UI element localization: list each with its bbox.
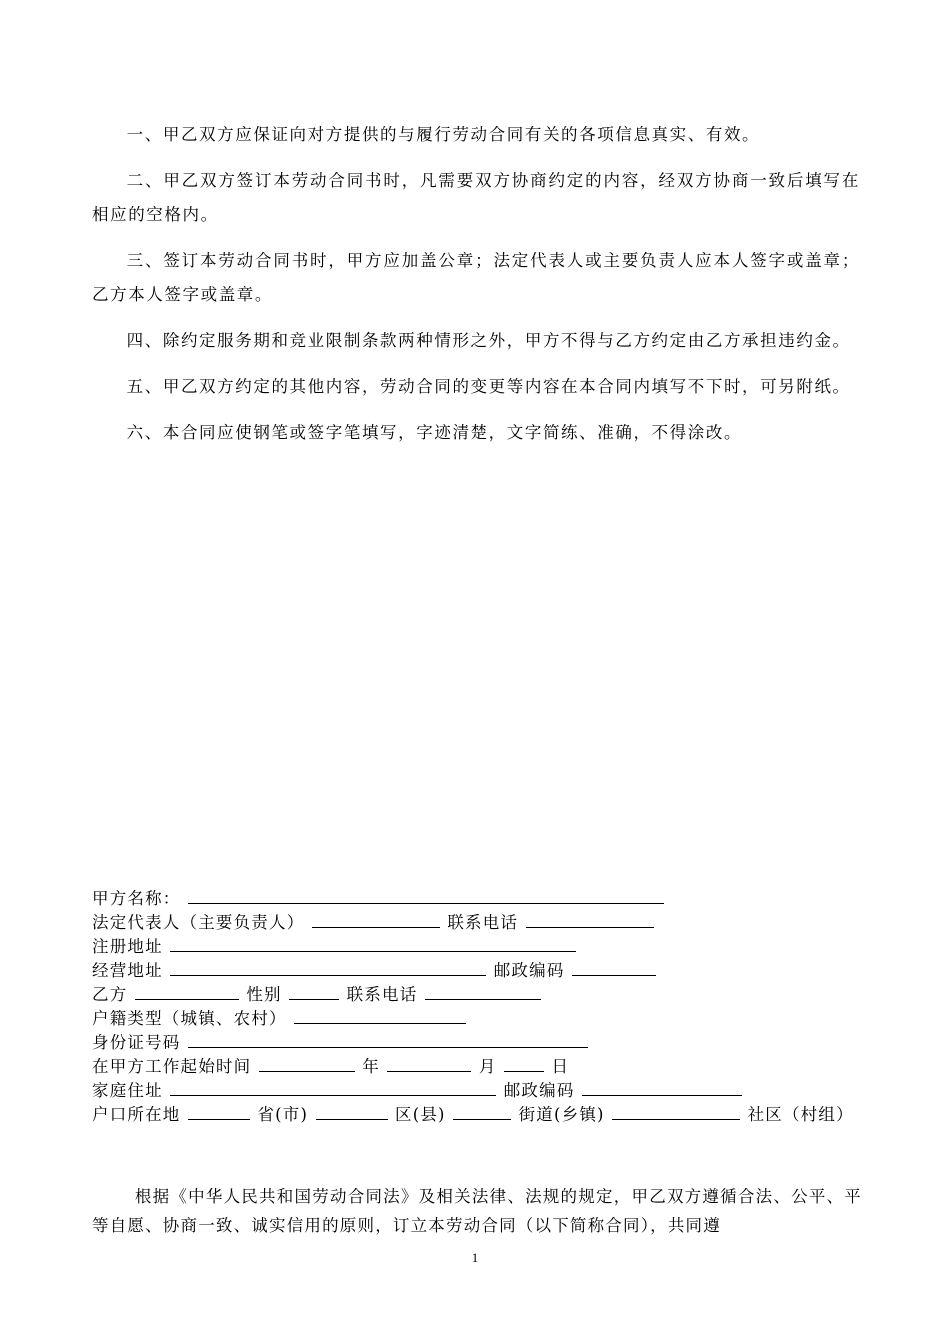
party-b-name-field[interactable] (135, 982, 239, 1000)
home-address-field[interactable] (170, 1078, 496, 1096)
party-a-name-row (92, 886, 862, 910)
reg-address-label: 注册地址 (92, 937, 163, 956)
biz-address-row (92, 958, 862, 982)
party-b-phone-label: 联系电话 (346, 985, 418, 1004)
party-a-name-field[interactable] (188, 886, 664, 904)
instruction-item-2: 二、甲乙双方签订本劳动合同书时，凡需要双方协商约定的内容，经双方协商一致后填写在相应的空格内。 (92, 171, 860, 224)
instruction-item-6: 六、本合同应使钢笔或签字笔填写，字迹清楚，文字简练、准确，不得涂改。 (126, 423, 743, 442)
page-number: 1 (471, 1250, 479, 1265)
province-field[interactable] (188, 1102, 250, 1120)
instruction-item-3: 三、签订本劳动合同书时，甲方应加盖公章；法定代表人或主要负责人应本人签字或盖章；乙方本人签字或盖章。 (92, 251, 860, 304)
legal-rep-label: 法定代表人（主要负责人） (92, 913, 305, 932)
start-time-label: 在甲方工作起始时间 (92, 1057, 252, 1076)
start-time-row (92, 1054, 862, 1078)
legal-rep-row (92, 910, 862, 934)
street-field[interactable] (453, 1102, 511, 1120)
instruction-item-5: 五、甲乙双方约定的其他内容，劳动合同的变更等内容在本合同内填写不下时，可另附纸。 (126, 377, 851, 396)
biz-postcode-label: 邮政编码 (493, 961, 565, 980)
biz-postcode-field[interactable] (572, 958, 656, 976)
home-address-label: 家庭住址 (92, 1081, 163, 1100)
id-number-field[interactable] (188, 1030, 588, 1048)
party-a-name-label: 甲方名称： (92, 889, 181, 908)
home-postcode-field[interactable] (582, 1078, 742, 1096)
province-label: 省(市) (257, 1105, 309, 1124)
hukou-type-label: 户籍类型（城镇、农村） (92, 1009, 287, 1028)
district-label: 区(县) (395, 1105, 446, 1124)
day-label: 日 (551, 1057, 570, 1076)
party-b-phone-field[interactable] (425, 982, 541, 1000)
community-label: 社区（村组） (747, 1105, 854, 1124)
gender-label: 性别 (246, 985, 282, 1004)
hukou-location-row (92, 1102, 862, 1127)
instruction-item-1: 一、甲乙双方应保证向对方提供的与履行劳动合同有关的各项信息真实、有效。 (126, 125, 761, 144)
hukou-type-field[interactable] (294, 1006, 466, 1024)
year-label: 年 (362, 1057, 380, 1076)
contract-preamble: 根据《中华人民共和国劳动合同法》及相关法律、法规的规定，甲乙双方遵循合法、公平、平等自愿、协商一致、诚实信用的原则，订立本劳动合同（以下简称合同），共同遵 (92, 1187, 862, 1235)
hukou-location-label: 户口所在地 (92, 1105, 181, 1124)
instruction-item-4: 四、除约定服务期和竞业限制条款两种情形之外，甲方不得与乙方约定由乙方承担违约金。 (126, 331, 851, 350)
home-address-row (92, 1078, 862, 1102)
district-field[interactable] (316, 1102, 388, 1120)
gender-field[interactable] (289, 982, 339, 1000)
legal-rep-field[interactable] (312, 910, 440, 928)
street-label: 街道(乡镇) (518, 1105, 605, 1124)
month-label: 月 (478, 1057, 497, 1076)
start-day-field[interactable] (504, 1054, 544, 1072)
reg-address-row (92, 934, 862, 958)
contract-parties-form (92, 886, 862, 1127)
party-b-label: 乙方 (92, 985, 128, 1004)
biz-address-field[interactable] (170, 958, 486, 976)
id-number-label: 身份证号码 (92, 1033, 181, 1052)
biz-address-label: 经营地址 (92, 961, 163, 980)
party-b-row (92, 982, 862, 1006)
party-a-phone-label: 联系电话 (447, 913, 519, 932)
party-a-phone-field[interactable] (526, 910, 654, 928)
community-field[interactable] (612, 1102, 740, 1120)
reg-address-field[interactable] (170, 934, 576, 952)
instructions-section (92, 118, 860, 462)
start-month-field[interactable] (387, 1054, 471, 1072)
hukou-type-row (92, 1006, 862, 1030)
id-number-row (92, 1030, 862, 1054)
start-year-field[interactable] (259, 1054, 355, 1072)
home-postcode-label: 邮政编码 (503, 1081, 575, 1100)
